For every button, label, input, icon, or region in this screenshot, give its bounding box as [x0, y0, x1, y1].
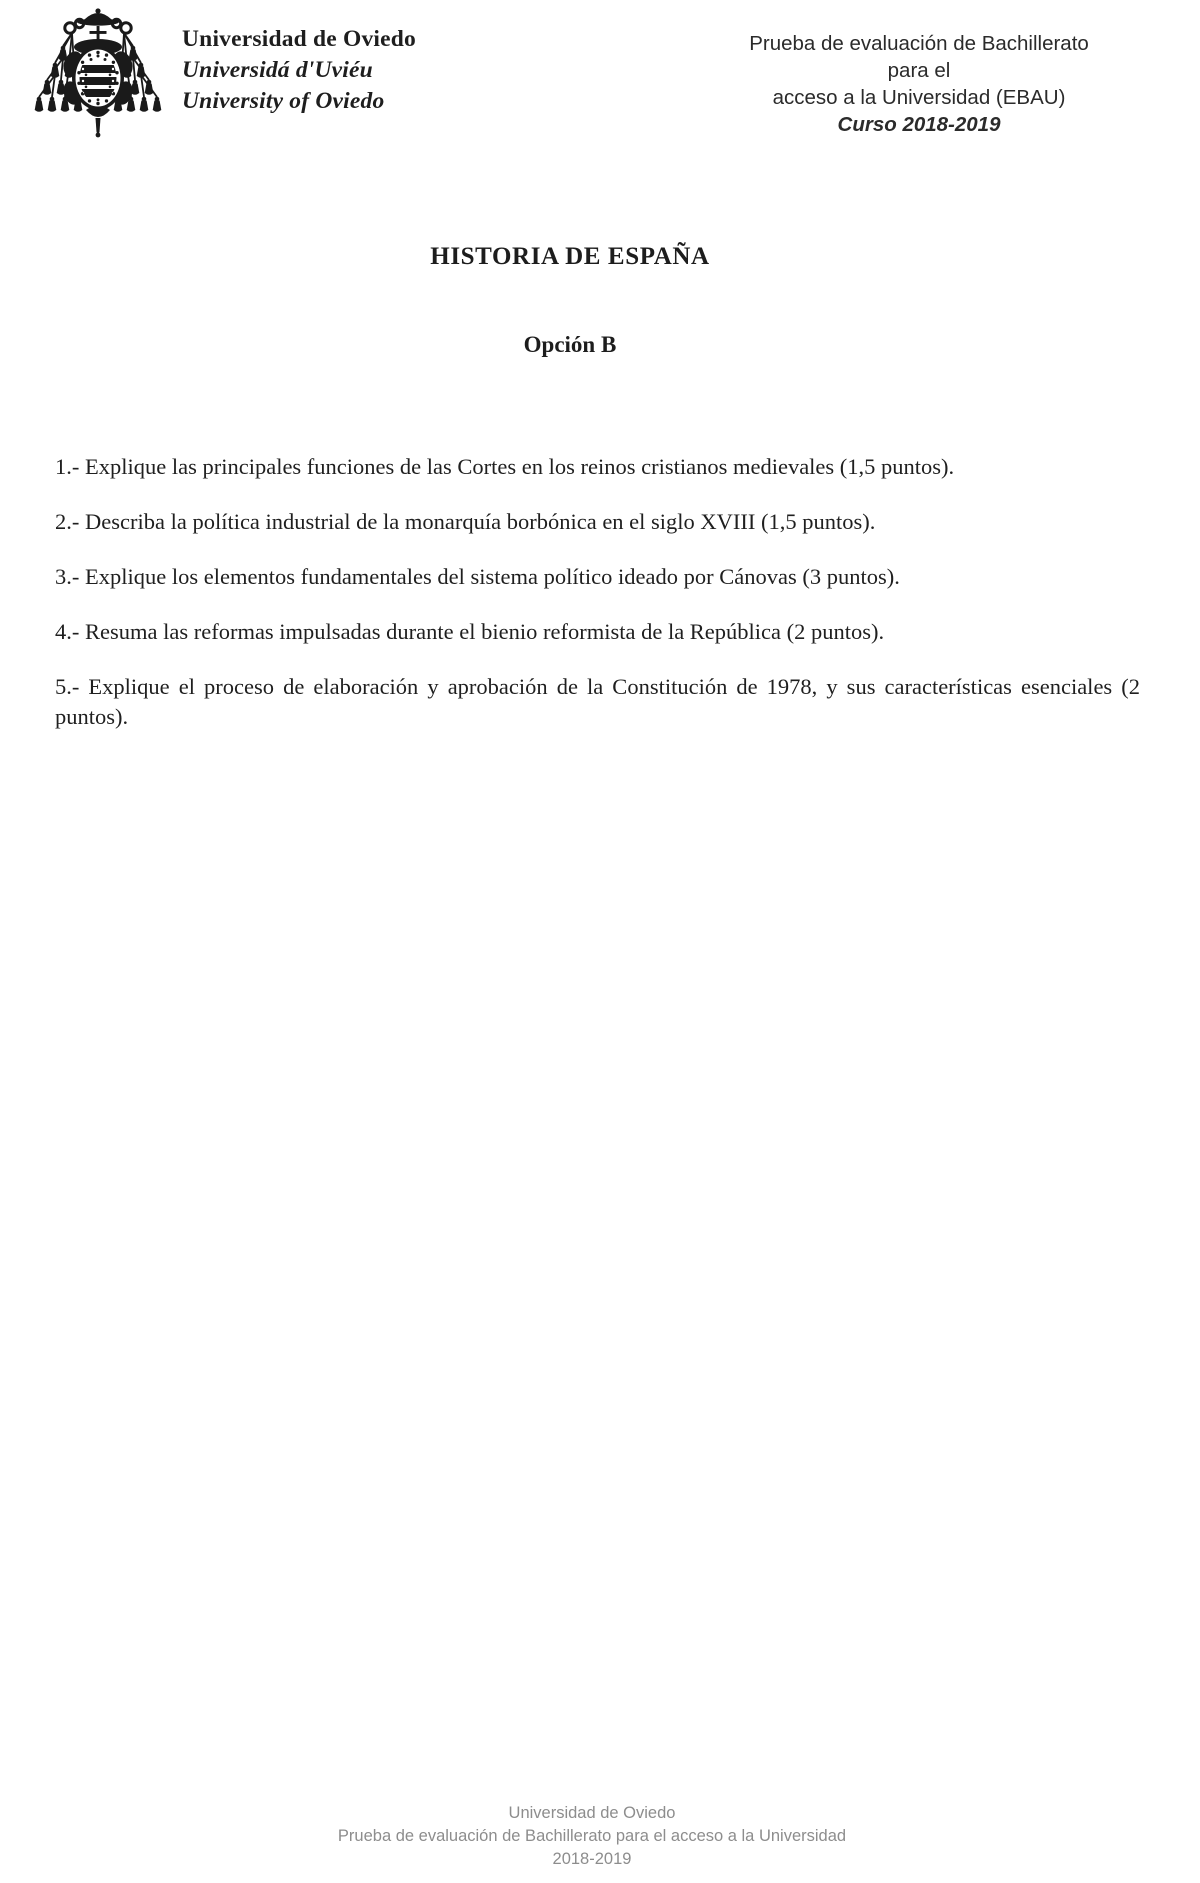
university-name-block — [182, 24, 416, 117]
footer-exam-name: Prueba de evaluación de Bachillerato para el acceso a la Universidad — [337, 1827, 847, 1845]
question-5: 5.- Explique el proceso de elaboración y aprobación de la Constitución de 1978, y sus características esenciales (2 puntos). — [55, 674, 1140, 729]
exam-header-line2: acceso a la Universidad (EBAU) — [772, 86, 1066, 109]
question-3: 3.- Explique los elementos fundamentales del sistema político ideado por Cánovas (3 puntos). — [55, 564, 900, 589]
questions-section — [55, 452, 1140, 757]
page-footer — [0, 1802, 1184, 1871]
question-2: 2.- Describa la política industrial de la monarquía borbónica en el siglo XVIII (1,5 puntos). — [55, 509, 876, 534]
exam-header-line1: Prueba de evaluación de Bachillerato para el — [749, 32, 1089, 82]
question-1: 1.- Explique las principales funciones de las Cortes en los reinos cristianos medievales (1,5 puntos). — [55, 454, 955, 479]
exam-header-block — [728, 30, 1110, 138]
subject-title: HISTORIA DE ESPAÑA — [430, 243, 710, 270]
university-name-english: University of Oviedo — [182, 88, 385, 114]
university-name-asturian: Universidá d'Uviéu — [182, 57, 373, 83]
university-name-spanish: Universidad de Oviedo — [182, 26, 417, 52]
university-crest-icon — [28, 6, 168, 140]
exam-course-year: Curso 2018-2019 — [837, 113, 1001, 136]
footer-university: Universidad de Oviedo — [508, 1804, 676, 1822]
footer-year: 2018-2019 — [552, 1850, 632, 1868]
option-heading: Opción B — [523, 332, 617, 357]
question-4: 4.- Resuma las reformas impulsadas durante el bienio reformista de la República (2 puntos). — [55, 619, 885, 644]
